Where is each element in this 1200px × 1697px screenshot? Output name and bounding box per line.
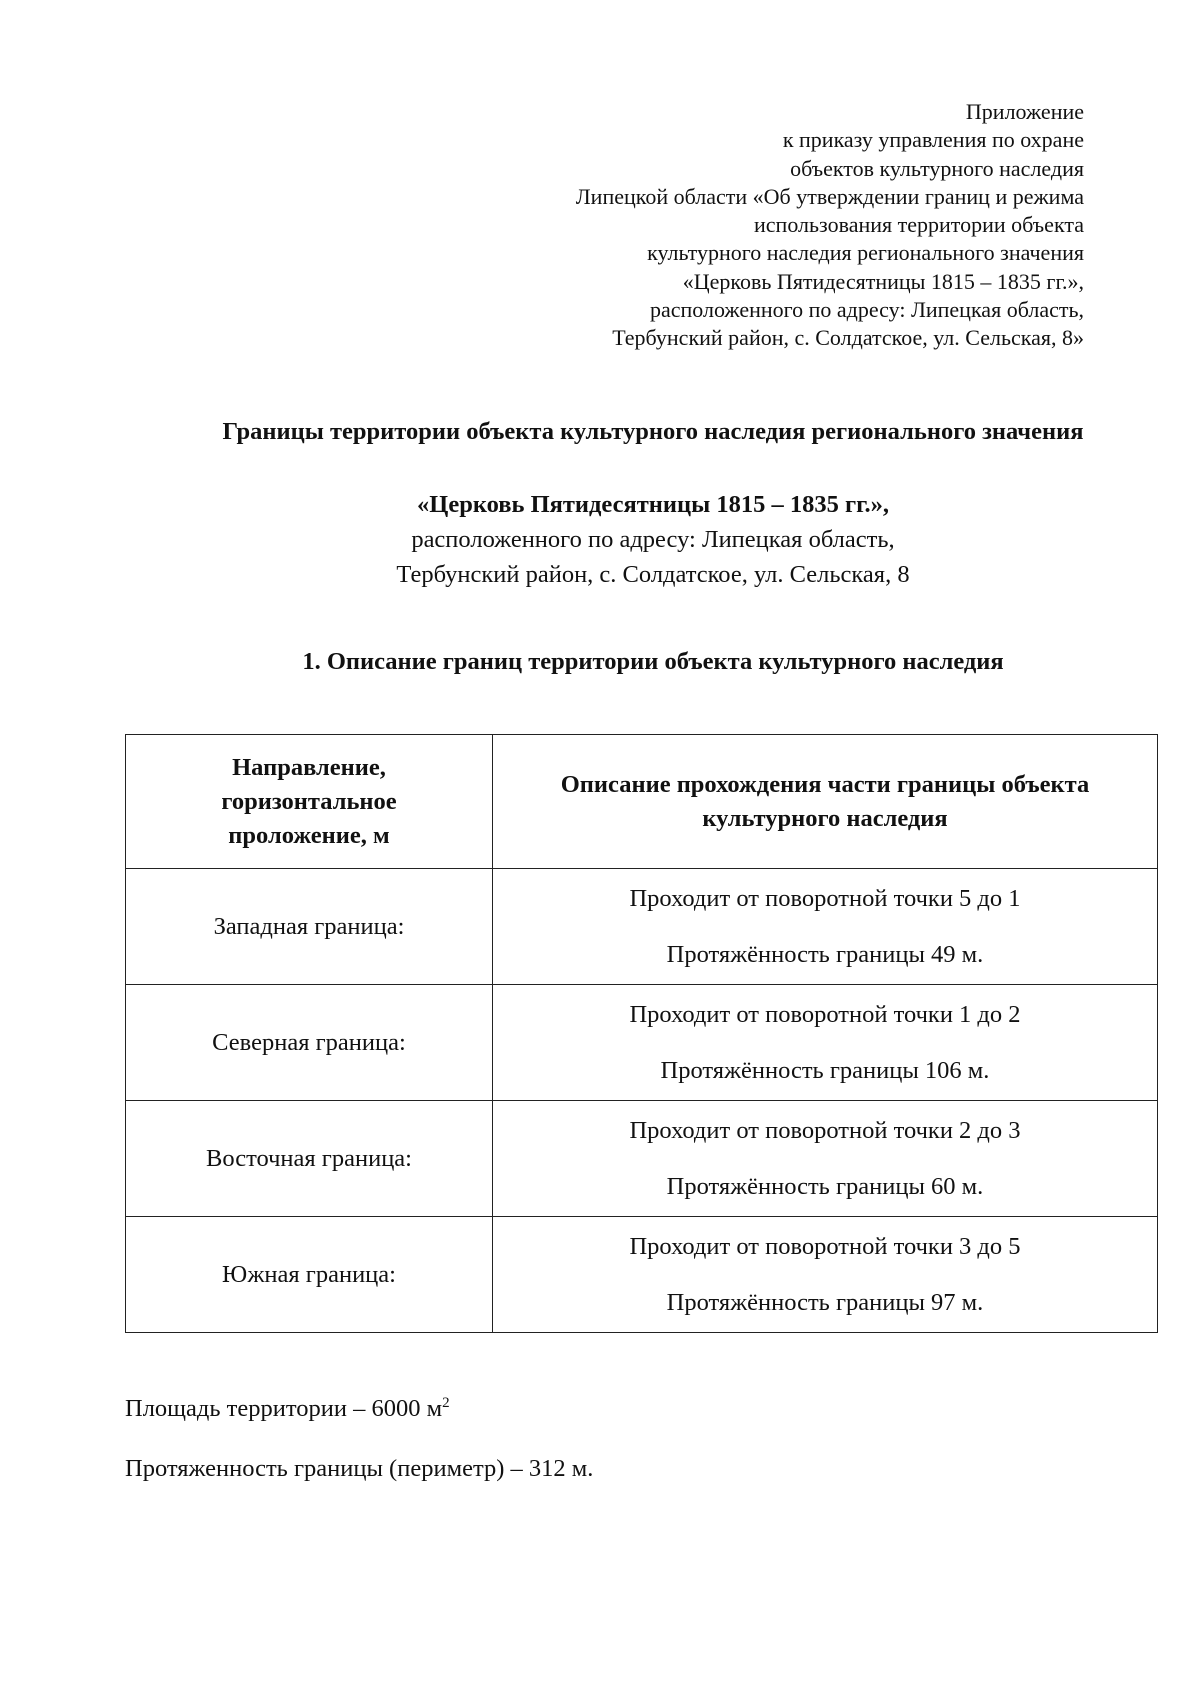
header-direction bbox=[126, 735, 493, 869]
area-line bbox=[125, 1395, 450, 1423]
table-row bbox=[126, 1217, 1158, 1333]
description-cell bbox=[493, 1217, 1158, 1333]
table-header-row bbox=[126, 735, 1158, 869]
object-block bbox=[0, 487, 1200, 592]
direction-cell: Восточная граница: bbox=[126, 1101, 493, 1217]
perimeter-line: Протяженность границы (периметр) – 312 м. bbox=[125, 1455, 594, 1482]
appendix-line: расположенного по адресу: Липецкая область, bbox=[649, 297, 1084, 323]
table-row bbox=[126, 1101, 1158, 1217]
appendix-line: «Церковь Пятидесятницы 1815 – 1835 гг.», bbox=[682, 268, 1084, 294]
direction-cell: Северная граница: bbox=[126, 985, 493, 1101]
appendix-note bbox=[576, 98, 1084, 353]
header-line: проложение, м bbox=[228, 821, 390, 849]
passes-text: Проходит от поворотной точки 1 до 2 bbox=[629, 1000, 1021, 1028]
section-title: 1. Описание границ территории объекта культурного наследия bbox=[302, 648, 1004, 675]
object-address-line: расположенного по адресу: Липецкая область, bbox=[411, 526, 895, 553]
object-name: «Церковь Пятидесятницы 1815 – 1835 гг.», bbox=[417, 491, 889, 518]
appendix-line: культурного наследия регионального значения bbox=[647, 240, 1084, 266]
length-text: Протяжённость границы 60 м. bbox=[666, 1172, 984, 1200]
appendix-line: к приказу управления по охране bbox=[782, 127, 1084, 153]
header-line: Описание прохождения части границы объекта bbox=[560, 770, 1090, 798]
area-superscript: 2 bbox=[442, 1395, 450, 1411]
description-cell bbox=[493, 1101, 1158, 1217]
header-line: горизонтальное bbox=[221, 787, 397, 815]
description-cell bbox=[493, 869, 1158, 985]
appendix-line: Приложение bbox=[965, 99, 1084, 124]
appendix-line: объектов культурного наследия bbox=[790, 155, 1084, 181]
header-line: Направление, bbox=[232, 753, 386, 781]
passes-text: Проходит от поворотной точки 3 до 5 bbox=[629, 1232, 1021, 1260]
passes-text: Проходит от поворотной точки 2 до 3 bbox=[629, 1116, 1021, 1144]
direction-cell: Западная граница: bbox=[126, 869, 493, 985]
header-line: культурного наследия bbox=[702, 804, 948, 832]
length-text: Протяжённость границы 49 м. bbox=[666, 940, 984, 968]
length-text: Протяжённость границы 97 м. bbox=[666, 1288, 984, 1316]
direction-cell: Южная граница: bbox=[126, 1217, 493, 1333]
appendix-line: Тербунский район, с. Солдатское, ул. Сельская, 8» bbox=[612, 325, 1084, 351]
table-row bbox=[126, 869, 1158, 985]
table-row bbox=[126, 985, 1158, 1101]
length-text: Протяжённость границы 106 м. bbox=[660, 1056, 990, 1084]
document-title: Границы территории объекта культурного наследия регионального значения bbox=[222, 418, 1084, 445]
description-cell bbox=[493, 985, 1158, 1101]
object-address-line: Тербунский район, с. Солдатское, ул. Сельская, 8 bbox=[396, 561, 910, 588]
appendix-line: Липецкой области «Об утверждении границ и режима bbox=[575, 183, 1084, 209]
area-text: Площадь территории – 6000 м bbox=[125, 1395, 443, 1423]
passes-text: Проходит от поворотной точки 5 до 1 bbox=[629, 884, 1021, 912]
header-description bbox=[493, 735, 1158, 869]
borders-table bbox=[125, 734, 1158, 1333]
appendix-line: использования территории объекта bbox=[754, 212, 1084, 238]
